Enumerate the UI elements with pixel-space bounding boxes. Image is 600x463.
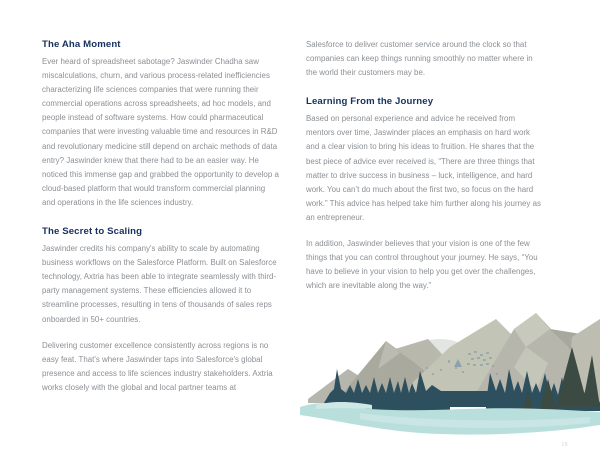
page-number: 15 xyxy=(561,442,568,448)
paragraph-secret-to-scaling: Jaswinder credits his company's ability to scale by automating business workflows on the Salesforce Platform. Built on Salesforce technology, Axtria has been able to integrate seamlessly with third-party management systems. These efficiencies allowed it to streamline processes, resulting in tens of thousands of sales reps onboarded in 50+ countries. xyxy=(42,244,277,324)
right-column xyxy=(306,38,544,463)
heading-learning-from-the-journey: Learning From the Journey xyxy=(306,96,434,108)
paragraph-customer-excellence: Delivering customer excellence consistently across regions is no easy feat. That's where Jaswinder taps into Salesforce's global presence and access to life sciences industry stakeholders. Axtria works closely with the global and local partner teams at xyxy=(42,340,273,392)
heading-the-aha-moment: The Aha Moment xyxy=(42,39,121,50)
paragraph-aha-moment: Ever heard of spreadsheet sabotage? Jaswinder Chadha saw miscalculations, churn, and various process-related inefficiencies characterizing life sciences companies that were running their commercial operations across spreadsheets, ad hoc models, and people instead of software systems. How could pharmaceutical companies that were investing valuable time and resources in R&D and revolutionary medicine still depend on archaic methods of data entry? Jaswinder knew that there had to be an easier way. He noticed this immense gap and grabbed the opportunity to develop a cloud-based platform that would transform commercial planning and operations in the life sciences industry. xyxy=(42,57,279,207)
paragraph-vision: In addition, Jaswinder believes that your vision is one of the few things that you can control throughout your journey. He says, “You have to believe in your vision to help you get over the challenges, which are inevitable along the way.” xyxy=(306,239,538,291)
heading-the-secret-to-scaling: The Secret to Scaling xyxy=(42,226,143,238)
paragraph-advice: Based on personal experience and advice he received from mentors over time, Jaswinder places an emphasis on hard work and a clear vision to bring his ideas to fruition. He shares that the best piece of advice ever received is, “There are three things that matter to drive success in business – luck, intelligence, and hard work. You can’t do much about the first two, so focus on the hard work.” This advice has helped take him further along his journey as an entrepreneur. xyxy=(306,114,541,222)
paragraph-salesforce-service: Salesforce to deliver customer service around the clock so that companies can keep things running smoothly no matter where in the world their customers may be. xyxy=(306,40,533,78)
left-column xyxy=(42,38,280,463)
